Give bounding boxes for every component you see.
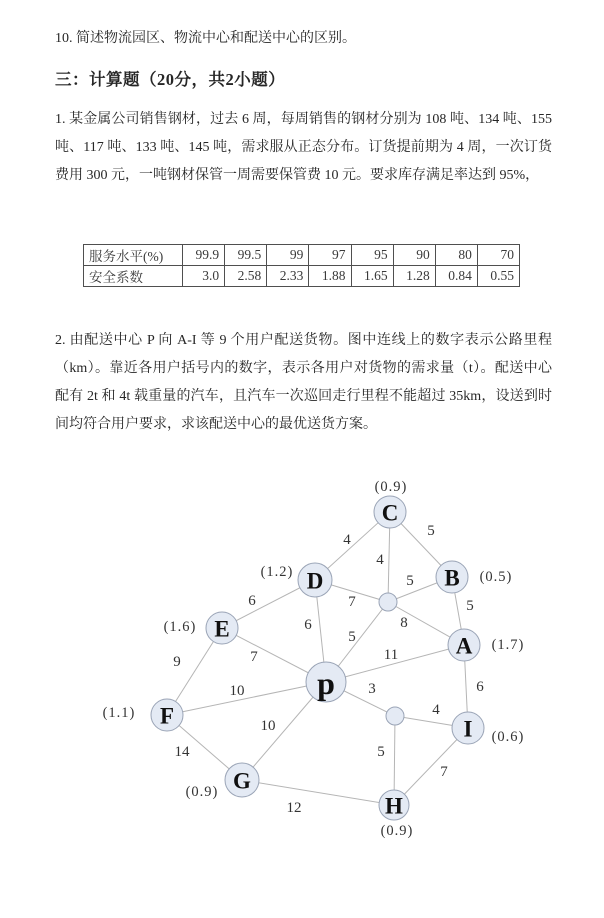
- edge-distance-label-E-F: 9: [173, 654, 181, 670]
- node-letter-E: E: [214, 616, 230, 642]
- edge-distance-label-I-H: 7: [440, 764, 448, 780]
- node-letter-G: G: [233, 768, 251, 794]
- edge-distance-label-F-P: 10: [229, 683, 245, 699]
- edge-distance-label-P-G: 10: [260, 718, 276, 734]
- edge-distance-label-A-I: 6: [476, 679, 484, 695]
- edge-distance-label-E-P: 7: [250, 649, 258, 665]
- edge-distance-label-P-J2: 3: [368, 681, 376, 697]
- node-letter-H: H: [385, 793, 403, 819]
- table-cell: 1.28: [393, 266, 435, 287]
- edge-distance-label-G-H: 12: [286, 800, 302, 816]
- table-cell: 1.88: [309, 266, 351, 287]
- edge-distance-label-C-B: 5: [427, 523, 435, 539]
- graph-junction-node: [386, 707, 404, 725]
- edge-distance-label-P-A: 11: [383, 647, 399, 663]
- table-cell: 95: [351, 245, 393, 266]
- table-cell: 0.84: [435, 266, 477, 287]
- question-2-text: 2. 由配送中心 P 向 A-I 等 9 个用户配送货物。图中连线上的数字表示公路里程（km）。靠近各用户括号内的数字，表示各用户对货物的需求量（t）。配送中心配有 2t 和 4t 载重量的汽车，且汽车一次巡回走行里程不能超过 35km，设送到时间均符合用户要求，求该配送中心的最优送货方案。: [55, 333, 552, 432]
- table-cell: 99: [267, 245, 309, 266]
- edge-distance-label-J1-B: 5: [406, 573, 414, 589]
- graph-junction-node: [379, 593, 397, 611]
- edge-distance-label-F-G: 14: [174, 744, 190, 760]
- demand-label-I: (0.6): [491, 729, 525, 745]
- edge-distance-label-J1-P: 5: [348, 629, 356, 645]
- node-letter-A: A: [455, 633, 473, 659]
- table-cell: 99.5: [225, 245, 267, 266]
- table-cell: 2.33: [267, 266, 309, 287]
- edge-distance-label-J2-I: 4: [432, 702, 440, 718]
- graph-edge-G-H: [242, 780, 394, 805]
- demand-label-A: (1.7): [491, 637, 525, 653]
- edge-distance-label-D-E: 6: [248, 593, 256, 609]
- node-letter-P: p: [317, 665, 335, 701]
- table-cell: 90: [393, 245, 435, 266]
- edge-distance-label-C-D: 4: [343, 532, 351, 548]
- question-10-text: 10. 简述物流园区、物流中心和配送中心的区别。: [55, 31, 356, 46]
- node-letter-D: D: [306, 568, 324, 594]
- node-letter-B: B: [444, 565, 460, 591]
- table-cell: 80: [435, 245, 477, 266]
- demand-label-F: (1.1): [102, 705, 136, 721]
- demand-label-D: (1.2): [260, 564, 294, 580]
- table-cell: 99.9: [183, 245, 225, 266]
- demand-label-C: (0.9): [374, 479, 408, 495]
- node-letter-F: F: [159, 703, 175, 729]
- edge-distance-label-D-P: 6: [304, 617, 312, 633]
- table-cell: 3.0: [183, 266, 225, 287]
- row-label: 服务水平(%): [84, 245, 183, 266]
- table-cell: 0.55: [477, 266, 519, 287]
- table-cell: 97: [309, 245, 351, 266]
- question-1-text: 1. 某金属公司销售钢材，过去 6 周，每周销售的钢材分别为 108 吨、134 吨、155 吨、117 吨、133 吨、145 吨，需求服从正态分布。订货提前期为 4 周，一次订货费用 300 元，一吨钢材保管一周需要保管费 10 元。要求库存满足率达到 95%，: [55, 112, 552, 183]
- table-cell: 1.65: [351, 266, 393, 287]
- demand-label-E: (1.6): [163, 619, 197, 635]
- table-cell: 70: [477, 245, 519, 266]
- demand-label-B: (0.5): [479, 569, 513, 585]
- node-letter-I: I: [463, 716, 473, 742]
- row-label: 安全系数: [84, 266, 183, 287]
- edge-distance-label-C-J1: 4: [376, 552, 384, 568]
- edge-distance-label-B-A: 5: [466, 598, 474, 614]
- table-cell: 2.58: [225, 266, 267, 287]
- section-heading: 三：计算题（20分，共2小题）: [55, 70, 286, 89]
- demand-label-G: (0.9): [185, 784, 219, 800]
- edge-distance-label-D-J1: 7: [348, 594, 356, 610]
- node-letter-C: C: [381, 500, 399, 526]
- edge-distance-label-J2-H: 5: [377, 744, 385, 760]
- demand-label-H: (0.9): [380, 823, 414, 839]
- edge-distance-label-J1-A: 8: [400, 615, 408, 631]
